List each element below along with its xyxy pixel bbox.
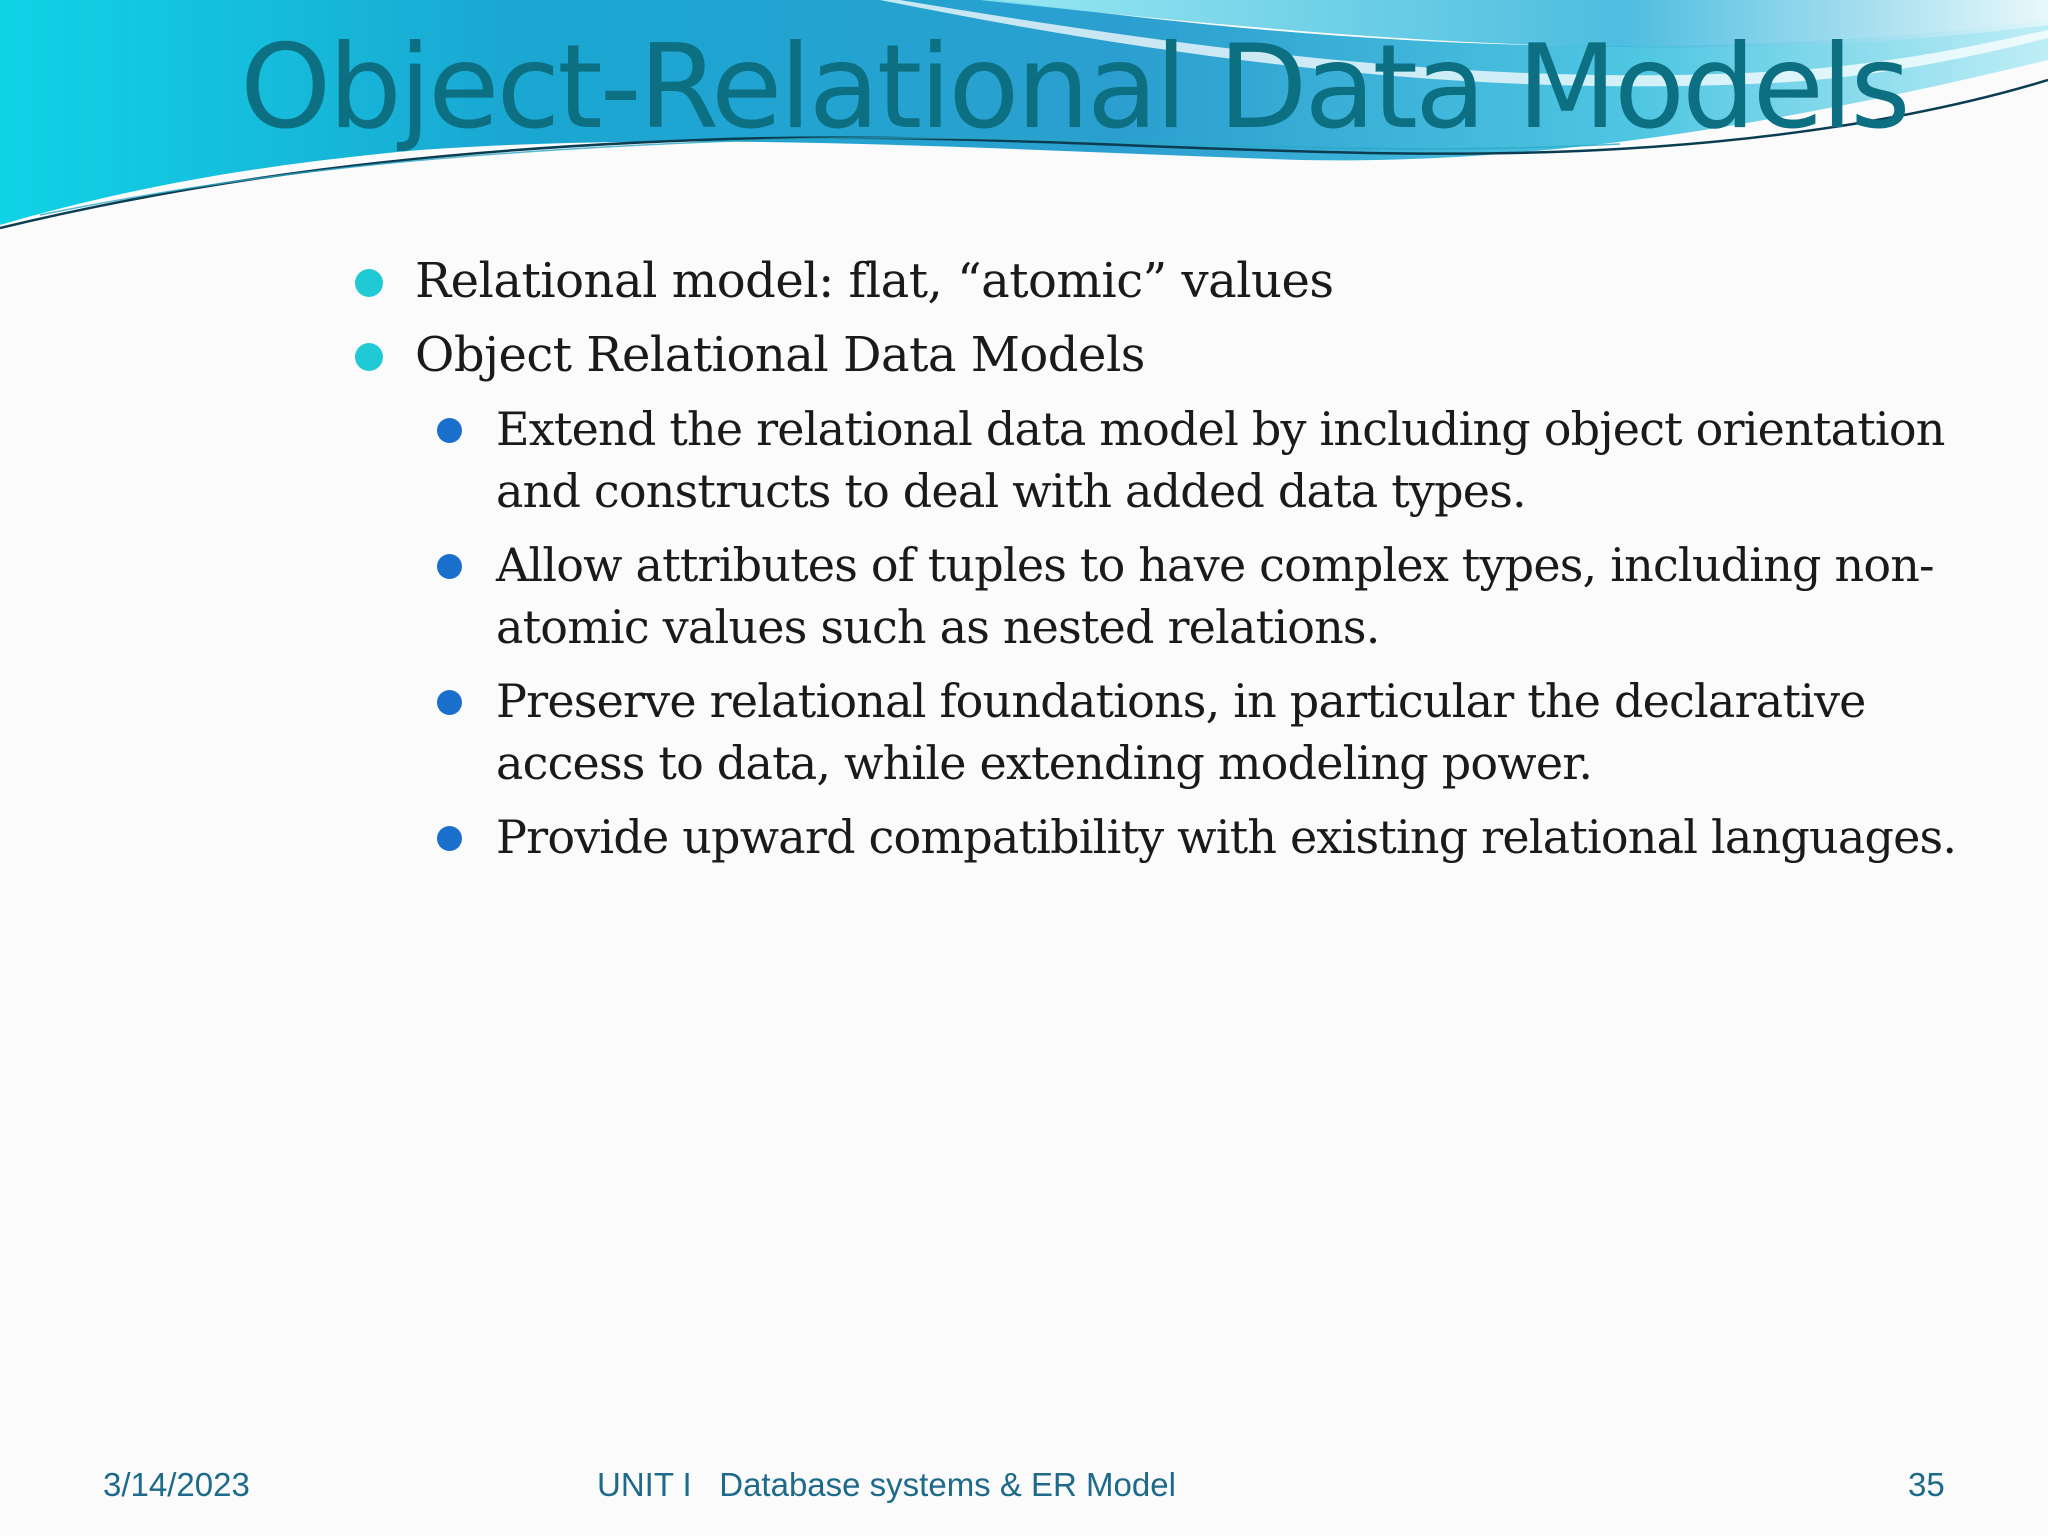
bullet-item bbox=[355, 324, 2005, 386]
sub-bullet-dot-icon bbox=[437, 418, 462, 443]
sub-bullet-text: Provide upward compatibility with existing relational languages. bbox=[496, 810, 1957, 864]
footer-date: 3/14/2023 bbox=[103, 1466, 250, 1503]
sub-bullet-dot-icon bbox=[437, 690, 462, 715]
bullet-dot-icon bbox=[355, 343, 383, 371]
bullet-text: Relational model: flat, “atomic” values bbox=[415, 253, 1334, 309]
bullet-list bbox=[355, 250, 2005, 880]
bullet-item bbox=[355, 250, 2005, 312]
sub-bullet-text: Allow attributes of tuples to have complex types, including non-atomic values such as nested relations. bbox=[496, 538, 1934, 654]
sub-bullet-item bbox=[437, 670, 1996, 794]
bullet-text: Object Relational Data Models bbox=[415, 327, 1145, 383]
bullet-dot-icon bbox=[355, 269, 383, 297]
sub-bullet-text: Extend the relational data model by including object orientation and constructs to deal with added data types. bbox=[496, 402, 1945, 518]
sub-bullet-item bbox=[437, 534, 1996, 658]
sub-bullet-item bbox=[437, 398, 1996, 522]
slide-title: Object-Relational Data Models bbox=[240, 20, 1908, 155]
sub-bullet-item bbox=[437, 806, 1996, 868]
footer-unit-title: UNIT I Database systems & ER Model bbox=[597, 1466, 1176, 1503]
footer-page-number: 35 bbox=[1908, 1466, 1945, 1503]
sub-bullet-text: Preserve relational foundations, in particular the declarative access to data, while extending modeling power. bbox=[496, 674, 1866, 790]
sub-bullet-dot-icon bbox=[437, 826, 462, 851]
sub-bullet-dot-icon bbox=[437, 554, 462, 579]
